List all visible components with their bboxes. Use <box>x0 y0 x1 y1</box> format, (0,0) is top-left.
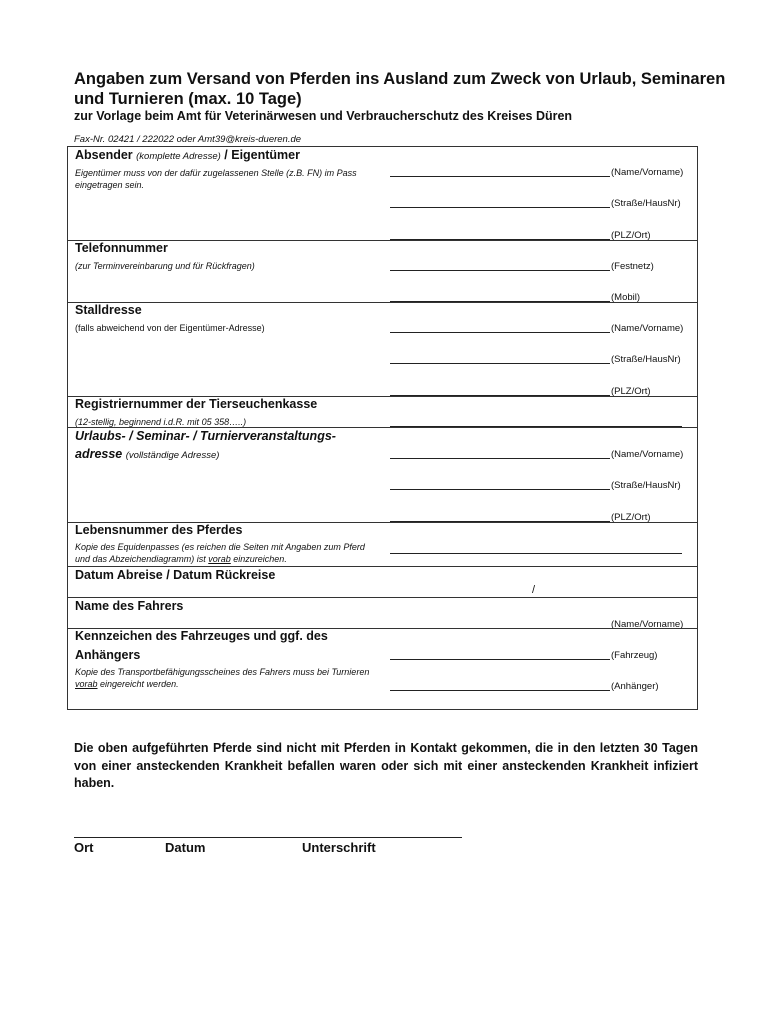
absender-name-label: (Name/Vorname) <box>611 167 684 178</box>
fahrzeug-field[interactable] <box>390 649 610 660</box>
stall-heading: Stalldresse <box>75 303 142 317</box>
stall-street-label: (Straße/HausNr) <box>611 354 681 365</box>
festnetz-field[interactable] <box>390 260 610 271</box>
lebensnummer-heading: Lebensnummer des Pferdes <box>75 523 243 537</box>
telefon-note: (zur Terminvereinbarung und für Rückfragen) <box>75 261 255 271</box>
kennzeichen-heading-cont: Anhängers <box>75 648 141 662</box>
register-note: (12-stellig, beginnend i.d.R. mit 05 358…..) <box>75 417 247 427</box>
register-number-field[interactable] <box>390 416 682 427</box>
unterschrift-label: Unterschrift <box>302 840 376 855</box>
urlaub-heading: Urlaubs- / Seminar- / Turnierveranstaltungs- <box>75 429 336 443</box>
absender-city-label: (PLZ/Ort) <box>611 230 651 241</box>
mobil-field[interactable] <box>390 291 610 302</box>
absender-note: Eigentümer muss von der dafür zugelassenen Stelle (z.B. FN) im Pass eingetragen sein. <box>75 168 357 190</box>
stall-city-label: (PLZ/Ort) <box>611 386 651 397</box>
form-subtitle: zur Vorlage beim Amt für Veterinärwesen und Verbraucherschutz des Kreises Düren <box>74 109 573 123</box>
lebensnummer-note: Kopie des Equidenpasses (es reichen die Seiten mit Angaben zum Pferd und das Abzeichendiagramm) ist vorab einzureichen. <box>75 542 365 564</box>
lebensnummer-field[interactable] <box>390 543 682 554</box>
telefon-heading: Telefonnummer <box>75 241 168 255</box>
divider <box>68 566 697 567</box>
datum-heading: Datum Abreise / Datum Rückreise <box>75 568 276 582</box>
kennzeichen-heading: Kennzeichen des Fahrzeuges und ggf. des <box>75 629 328 643</box>
absender-heading: Absender (komplette Adresse) / Eigentümer <box>75 148 300 162</box>
urlaub-street-label: (Straße/HausNr) <box>611 480 681 491</box>
stall-note: (falls abweichend von der Eigentümer-Adresse) <box>75 323 265 333</box>
fahrzeug-label: (Fahrzeug) <box>611 650 658 661</box>
fahrer-name-label: (Name/Vorname) <box>611 619 684 630</box>
urlaub-name-field[interactable] <box>390 448 610 459</box>
urlaub-street-field[interactable] <box>390 479 610 490</box>
absender-street-field[interactable] <box>390 197 610 208</box>
declaration-text: Die oben aufgeführten Pferde sind nicht mit Pferden in Kontakt gekommen, die in den letzten 30 Tagen von einer ansteckenden Krankheit befallen waren oder sich mit einer ansteckenden Krankheit infiziert haben. <box>74 741 698 790</box>
absender-name-field[interactable] <box>390 166 610 177</box>
stall-city-field[interactable] <box>390 385 610 396</box>
absender-city-field[interactable] <box>390 229 610 240</box>
register-heading: Registriernummer der Tierseuchenkasse <box>75 397 318 411</box>
absender-street-label: (Straße/HausNr) <box>611 198 681 209</box>
fahrer-heading: Name des Fahrers <box>75 599 184 613</box>
form-title: Angaben zum Versand von Pferden ins Ausland zum Zweck von Urlaub, Seminaren und Turnieren (max. 10 Tage) <box>74 70 726 108</box>
stall-street-field[interactable] <box>390 353 610 364</box>
urlaub-city-label: (PLZ/Ort) <box>611 512 651 523</box>
date-separator: / <box>532 584 536 596</box>
form-table <box>67 146 698 710</box>
fax-contact: Fax-Nr. 02421 / 222022 oder Amt39@kreis-dueren.de <box>74 134 302 145</box>
anhaenger-field[interactable] <box>390 680 610 691</box>
signature-line[interactable] <box>74 837 462 838</box>
stall-name-field[interactable] <box>390 322 610 333</box>
datum-label: Datum <box>165 840 206 855</box>
urlaub-name-label: (Name/Vorname) <box>611 449 684 460</box>
festnetz-label: (Festnetz) <box>611 261 654 272</box>
ort-label: Ort <box>74 840 94 855</box>
kennzeichen-note: Kopie des Transportbefähigungsscheines des Fahrers muss bei Turnieren vorab eingereicht werden. <box>75 667 370 689</box>
stall-name-label: (Name/Vorname) <box>611 323 684 334</box>
urlaub-city-field[interactable] <box>390 511 610 522</box>
mobil-label: (Mobil) <box>611 292 641 303</box>
divider <box>68 302 697 303</box>
anhaenger-label: (Anhänger) <box>611 681 659 692</box>
urlaub-heading-cont: adresse (vollständige Adresse) <box>75 447 220 461</box>
divider <box>68 597 697 598</box>
divider <box>68 427 697 428</box>
